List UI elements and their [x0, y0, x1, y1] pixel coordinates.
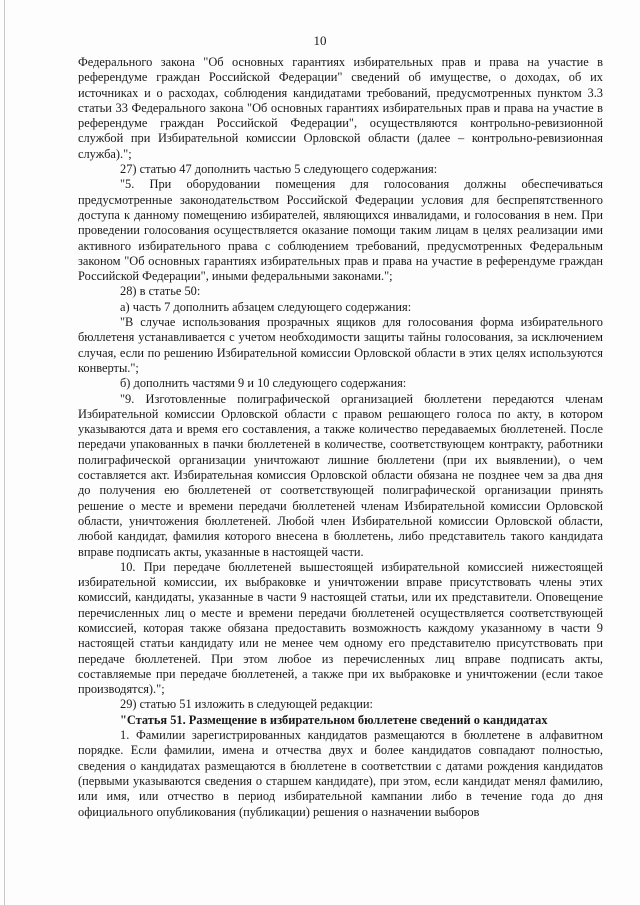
paragraph-subitem-b: б) дополнить частями 9 и 10 следующего содержания: [120, 376, 407, 391]
document-body [78, 55, 603, 820]
paragraph-continuation: Федерального закона "Об основных гарантиях избирательных прав и права на участие в референдуме граждан Российской Федерации" сведений об имуществе, о доходах, об их источниках и о расходах, соблюдения кандидатами требований, предусмотренных пунктом 3.3 статьи 33 Федерального закона "Об основных гарантиях избирательных прав и права на участие в референдуме граждан Российской Федерации", осуществляются контрольно-ревизионной службой при Избирательной комиссии Орловской области (далее – контрольно-ревизионная служба)."; [78, 55, 603, 161]
paragraph-part-10: 10. При передаче бюллетеней вышестоящей избирательной комиссией нижестоящей избирательной комиссии, их выбраковке и уничтожении вправе присутствовать члены этих комиссий, кандидаты, указанные в части 9 настоящей статьи, или их представители. Оповещение перечисленных лиц о месте и времени передачи бюллетеней осуществляется соответствующей комиссией, которая также обязана предоставить возможность каждому указанному в части 9 настоящей статьи кандидату или не менее чем одному его представителю присутствовать при передаче бюллетеней. При этом любое из перечисленных лиц вправе подписать акты, составляемые при передаче бюллетеней, а также при их выбраковке и уничтожении (если такое производятся)."; [78, 559, 603, 697]
paragraph-item-29: 29) статью 51 изложить в следующей редакции: [120, 697, 373, 712]
paragraph-subitem-a: а) часть 7 дополнить абзацем следующего содержания: [120, 299, 412, 314]
page-edge-line [4, 0, 5, 905]
paragraph-item-27: 27) статью 47 дополнить частью 5 следующего содержания: [120, 162, 438, 177]
paragraph-part-9: "9. Изготовленные полиграфической организацией бюллетени передаются членам Избирательной комиссии Орловской области с правом решающего голоса по акту, в котором указываются дата и время его составления, а также количество передаваемых бюллетеней. После передачи упакованных в пачки бюллетеней в количестве, соответствующем контракту, работники полиграфической организации уничтожают лишние бюллетени (при их выявлении), о чем составляется акт. Избирательная комиссия Орловской области обязана не позднее чем за два дня до получения ею бюллетеней от соответствующей полиграфической организации принять решение о месте и времени передачи бюллетеней членам Избирательной комиссии Орловской области, уничтожения бюллетеней. Любой член Избирательной комиссии Орловской области, любой кандидат, фамилия которого внесена в бюллетень, либо представитель такого кандидата вправе подписать акты, указанные в настоящей части. [78, 391, 603, 559]
paragraph-item-28: 28) в статье 50: [120, 284, 201, 299]
article-51-heading: "Статья 51. Размещение в избирательном бюллетене сведений о кандидатах [120, 712, 548, 727]
paragraph-quote-transparent-boxes: "В случае использования прозрачных ящиков для голосования форма избирательного бюллетеня устанавливается с учетом необходимости защиты тайны голосования, за исключением случая, если по решению Избирательной комиссии Орловской области в этих целях используются конверты."; [78, 315, 603, 375]
page-number: 10 [313, 33, 327, 48]
paragraph-article-51-part-1: 1. Фамилии зарегистрированных кандидатов размещаются в бюллетене в алфавитном порядке. Если фамилии, имена и отчества двух и более кандидатов совпадают полностью, сведения о кандидатах размещаются в бюллетене в соответствии с датами рождения кандидатов (первыми указываются сведения о старшем кандидате), при этом, если кандидат менял фамилию, или имя, или отчество в период избирательной кампании либо в течение года до дня официального опубликования (публикации) решения о назначении выборов [78, 728, 603, 819]
paragraph-part-5: "5. При оборудовании помещения для голосования должны обеспечиваться предусмотренные законодательством Российской Федерации условия для беспрепятственного доступа к данному помещению избирателей, являющихся инвалидами, и голосования в нем. При проведении голосования осуществляется оказание помощи таким лицам в целях реализации ими активного избирательного права с соблюдением требований, предусмотренных Федеральным законом "Об основных гарантиях избирательных прав и права на участие в референдуме граждан Российской Федерации", иными федеральными законами."; [78, 177, 603, 284]
